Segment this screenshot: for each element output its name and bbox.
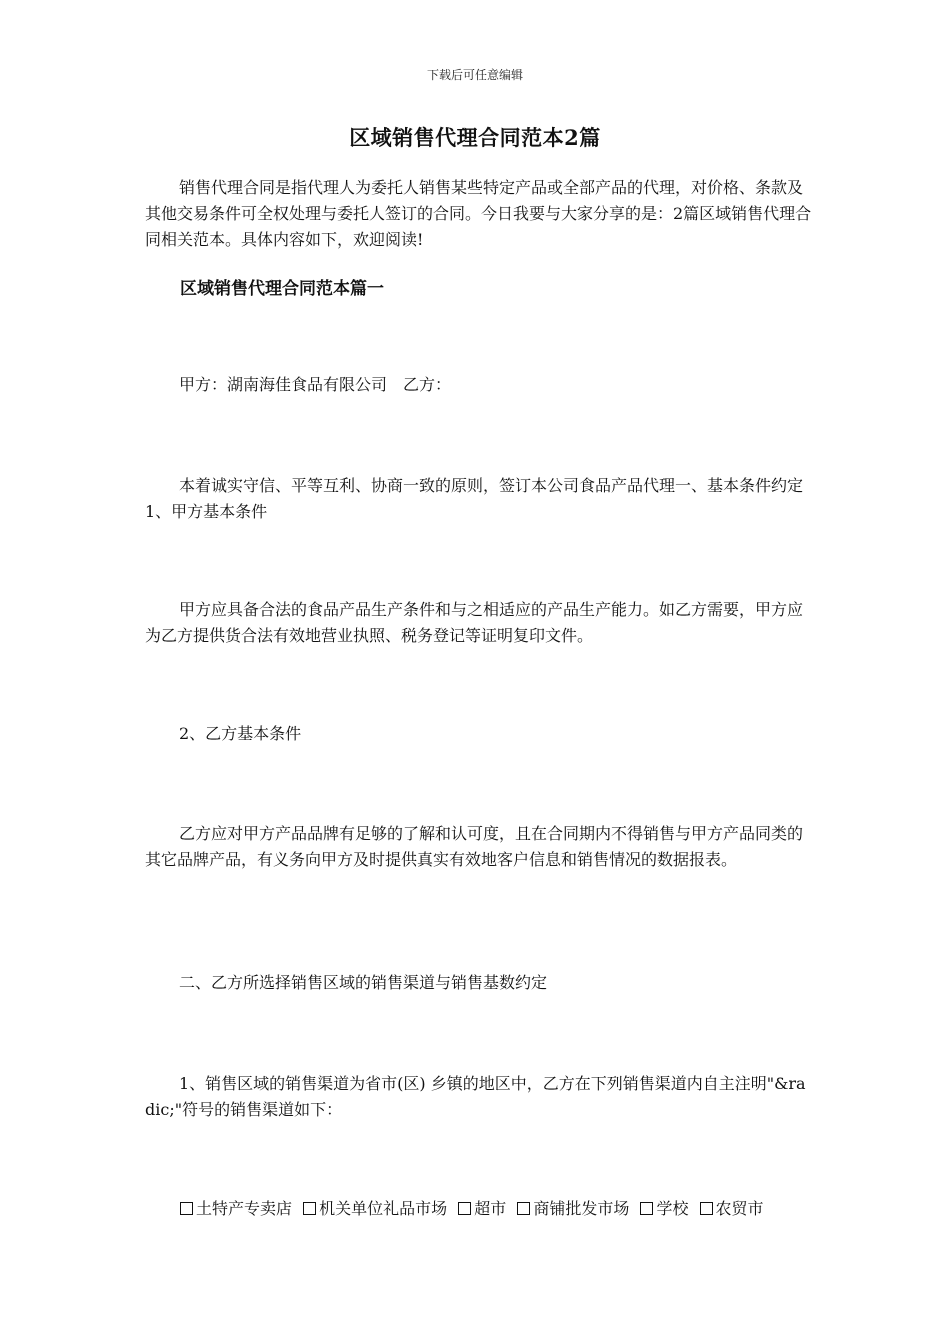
document-title: 区域销售代理合同范本2篇	[349, 125, 601, 150]
channel-option[interactable]	[303, 1196, 447, 1222]
channel-label: 学校	[656, 1199, 689, 1218]
principle-paragraph: 本着诚实守信、平等互利、协商一致的原则，签订本公司食品产品代理一、基本条件约定 1、甲方基本条件	[145, 476, 804, 521]
checkbox-icon[interactable]	[303, 1202, 316, 1215]
channel-option[interactable]	[640, 1196, 688, 1222]
intro-paragraph: 销售代理合同是指代理人为委托人销售某些特定产品或全部产品的代理，对价格、条款及其他交易条件可全权处理与委托人签订的合同。今日我要与大家分享的是：2篇区域销售代理合同相关范本。具体内容如下，欢迎阅读!	[145, 178, 812, 249]
channel-label: 超市	[474, 1199, 507, 1218]
header-note: 下载后可任意编辑	[426, 68, 523, 82]
checkbox-icon[interactable]	[517, 1202, 530, 1215]
channel-intro-paragraph: 1、销售区域的销售渠道为省市(区) 乡镇的地区中，乙方在下列销售渠道内自主注明"&radic;"符号的销售渠道如下：	[145, 1074, 806, 1119]
party-a-conditions-paragraph: 甲方应具备合法的食品产品生产条件和与之相适应的产品生产能力。如乙方需要，甲方应为乙方提供货合法有效地营业执照、税务登记等证明复印文件。	[145, 600, 804, 645]
checkbox-icon[interactable]	[180, 1202, 193, 1215]
checkbox-icon[interactable]	[458, 1202, 471, 1215]
checkbox-icon[interactable]	[640, 1202, 653, 1215]
section-heading-1: 区域销售代理合同范本篇一	[180, 279, 384, 299]
channel-option[interactable]	[517, 1196, 629, 1222]
section-heading-2: 二、乙方所选择销售区域的销售渠道与销售基数约定	[179, 973, 548, 992]
channel-option[interactable]	[700, 1196, 764, 1222]
parties-line: 甲方：湖南海佳食品有限公司 乙方：	[179, 375, 452, 394]
channel-label: 农贸市	[715, 1199, 764, 1218]
party-b-conditions-paragraph: 乙方应对甲方产品品牌有足够的了解和认可度，且在合同期内不得销售与甲方产品同类的其它品牌产品，有义务向甲方及时提供真实有效地客户信息和销售情况的数据报表。	[145, 824, 804, 869]
channel-option[interactable]	[180, 1196, 292, 1222]
channel-option[interactable]	[458, 1196, 506, 1222]
checkbox-icon[interactable]	[700, 1202, 713, 1215]
channel-label: 商铺批发市场	[533, 1199, 630, 1218]
channel-checkbox-list	[180, 1196, 820, 1222]
channel-label: 机关单位礼品市场	[319, 1199, 448, 1218]
channel-label: 土特产专卖店	[196, 1199, 293, 1218]
party-b-heading: 2、乙方基本条件	[179, 724, 302, 743]
